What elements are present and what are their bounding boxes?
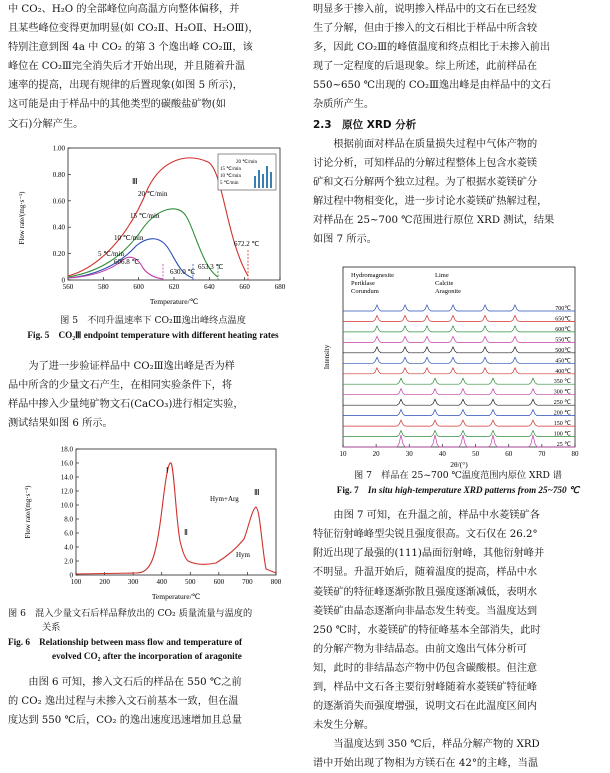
fig5-y-axis-label: Flow rate/(mg·s⁻¹) [18,191,26,245]
text-line: 附近出现了最强的(111)晶面衍射峰，其他衍射峰并 [313,548,545,560]
x-tick-label: 660 [239,282,250,291]
x-tick-label: 800 [270,578,282,587]
xrd-pattern-line [343,316,575,322]
x-tick-label: 20 [372,450,380,459]
legend-calcite: Calcite [435,280,454,288]
fig6-peak-label: Ⅱ [184,528,188,538]
fig6-x-axis-label: Temperature/℃ [151,592,201,602]
text-line: 讨论分析，可知样品的分解过程整体上包含水菱镁 [313,157,538,169]
text-line: 菱镁矿的特征峰逐渐弥散且强度逐渐减低，表明水 [313,586,538,598]
text-line: 当温度达到 350 ℃后，样品分解产物的 XRD [333,739,540,751]
xrd-temp-label: 700℃ [555,306,571,313]
legend-aragonite: Aragonite [435,288,461,296]
fig6-caption-en: evolved CO₂ after the incorporation of aragonite [52,651,242,662]
text-line: 解过程中物相变化，进一步讨论水菱镁矿热解过程， [313,195,548,207]
xrd-pattern-line [343,378,575,384]
xrd-pattern-line [343,431,575,437]
text-line: 250 ℃时，水菱镁矿的特征峰基本全部消失，此时 [313,624,541,636]
y-tick-label: 4.0 [64,543,73,552]
x-tick-label: 60 [505,450,513,459]
fig7-y-axis-label: Intensity [323,344,331,370]
text-line: 到，样品中文石各主要衍射峰随着水菱镁矿特征峰 [313,681,538,693]
xrd-pattern-line [343,420,575,426]
xrd-pattern-line [343,305,575,311]
x-tick-label: 30 [405,450,413,459]
xrd-temp-label: 400℃ [555,368,571,375]
text-line: 菱镁矿由晶态逐渐向非晶态发生转变。当温度达到 [313,605,538,617]
xrd-temp-label: 150 ℃ [553,421,571,428]
inset-label: 10 ℃/min [220,173,242,179]
fig7-x-axis-label: 2θ/(°) [450,460,468,470]
y-tick-label: 12.0 [60,487,73,496]
fig5-x-ticks [63,277,286,291]
fig5-endpoint-label: 653.3 ℃ [198,262,224,271]
text-line: 550~650 ℃出现的 CO₂Ⅲ逸出峰是由样品中的文石 [313,80,551,92]
text-line: 测试结果如图 6 所示。 [8,417,113,429]
right-para-2 [313,135,603,250]
text-line: 明显多于掺入前，说明掺入样品中的文石在已经发 [313,4,538,15]
y-tick-label: 14.0 [60,473,73,482]
x-tick-label: 10 [339,450,347,459]
text-line: 由图 6 可知，掺入文石后的样品在 550 ℃之前 [28,677,242,689]
fig6-caption-en: Fig. 6 Relationship between mass flow and temperature of [8,637,243,648]
x-tick-label: 580 [98,282,109,291]
fig5-caption-en: CO₂Ⅲ endpoint temperature with different heating rates [58,329,279,340]
left-para-1 [8,0,298,134]
right-column [313,0,603,773]
fig5-caption-cn: 图 5 不同升温速率下 CO₂Ⅲ逸出峰终点温度 [60,314,246,326]
xrd-temp-label: 25 ℃ [556,442,571,449]
text-line: 未发生分解。 [313,720,375,732]
y-tick-label: 0 [69,571,73,580]
text-line: 的逐渐消失而强度增强，说明文石在此温度区间内 [313,701,538,713]
text-line: 特征衍射峰峰型尖锐且强度很高。文石仅在 26.2° [313,529,538,541]
xrd-temp-label: 300 ℃ [553,389,571,396]
text-line: 杂质所产生。 [313,99,375,111]
xrd-pattern-line [343,326,575,332]
inset-label: 15 ℃/min [220,166,242,172]
y-tick-label: 16.0 [60,459,73,468]
xrd-temp-label: 650℃ [555,316,571,323]
x-tick-label: 560 [62,282,74,291]
figure-6-chart [8,445,298,603]
xrd-pattern-line [343,368,575,374]
x-tick-label: 40 [438,450,446,459]
text-line: 特别注意到图 4a 中 CO₂ 的第 3 个逸出峰 CO₂Ⅲ，该 [8,42,253,54]
text-line: 速率的提高，出现有规律的后置现象(如图 5 所示)， [8,80,243,92]
x-tick-label: 500 [185,578,196,587]
fig5-rate-label: 10 ℃/min [114,233,144,242]
xrd-temp-label: 550℃ [555,337,571,344]
fig7-caption-en: In situ high-temperature XRD patterns from 25~750 ℃ [367,485,580,496]
text-line: 知，此时的非结晶态产物中仍包含碳酸根。但注意 [313,662,538,674]
x-tick-label: 600 [213,578,225,587]
text-line: 的分解产物为非结晶态。由前文逸出气体分析可 [313,643,527,655]
xrd-temp-label: 100 ℃ [553,431,571,438]
text-line: 由图 7 可知，在升温之前，样品中水菱镁矿各 [333,510,540,522]
x-tick-label: 620 [168,282,180,291]
fig5-caption-label: Fig. 5 [27,329,50,340]
fig5-inset [218,154,276,190]
legend-hydromagnesite: Hydromagnesite [351,272,394,280]
xrd-temp-label: 200 ℃ [553,410,571,417]
left-para-2 [8,357,298,433]
figure-5-chart [8,142,298,312]
fig5-peak-label: Ⅲ [132,176,138,186]
text-line: 谱中开始出现了物相为方镁石在 42°的主峰，当温 [313,758,539,770]
x-tick-label: 400 [156,578,167,587]
right-para-3 [313,506,603,735]
x-tick-label: 680 [274,282,286,291]
xrd-pattern-line [343,399,575,405]
fig7-legend [351,272,461,295]
fig6-peak-label: Ⅲ [254,488,260,498]
xrd-temp-label: 600℃ [555,327,571,334]
text-line: 文石)分解产生。 [8,118,84,130]
text-line: 且某些峰位变得更加明显(如 CO₂Ⅱ、H₂OⅡ、H₂OⅢ)， [8,23,259,35]
text-line: 多，因此 CO₂Ⅲ的峰值温度和终点相比于未掺入前出 [313,42,551,54]
inset-label: 5 ℃/min [220,180,239,186]
inset-label: 20 ℃/min [236,159,258,165]
text-line: 样品中掺入少量纯矿物文石(CaCO₃)进行相定实验， [8,398,244,410]
fig5-endpoint-label: 672.2 ℃ [234,239,260,248]
y-tick-label: 2.0 [64,557,73,566]
text-line: 矿和文石分解两个独立过程。为了根据水菱镁矿分 [313,176,538,188]
y-tick-label: 18.0 [60,445,73,454]
fig6-y-axis-label: Flow rate/(mg·s⁻¹) [24,485,32,539]
right-para-4 [313,735,603,773]
text-line: 品中所含的少量文石产生，在相同实验条件下，将 [8,379,233,391]
y-tick-label: 0.20 [52,249,65,258]
fig5-endpoint-label: 630.0 ℃ [170,267,196,276]
xrd-pattern-line [343,410,575,416]
figure-7-chart [313,259,603,469]
text-line: 为了进一步验证样品中 CO₂Ⅲ逸出峰是否为样 [28,360,235,372]
fig5-endpoint-label: 606.8 ℃ [114,257,140,266]
fig5-rate-label: 20 ℃/min [138,189,168,198]
y-tick-label: 0.80 [52,170,65,179]
section-heading: 2.3 原位 XRD 分析 [313,118,417,131]
text-line: 的 CO₂ 逸出过程与未掺入文石前基本一致，但在温 [8,696,239,708]
text-line: 峰位在 CO₂Ⅲ完全消失后才开始出现，并且随着升温 [8,61,246,73]
xrd-pattern-line [343,357,575,363]
fig5-rate-label: 5 ℃/min [98,249,124,258]
fig7-patterns [343,305,575,447]
x-tick-label: 50 [472,450,480,459]
x-tick-label: 100 [70,578,82,587]
text-line: 如图 7 所示。 [313,234,377,246]
x-tick-label: 200 [99,578,110,587]
text-line: 对样品在 25~700 ℃范围进行原位 XRD 测试，结果 [313,214,555,226]
y-tick-label: 6.0 [64,529,73,538]
y-tick-label: 0 [61,276,65,285]
fig6-caption-cn: 图 6 混入少量文石后样品释放出的 CO₂ 质量流量与温度的 [8,608,253,620]
xrd-temp-label: 250 ℃ [553,400,571,407]
y-tick-label: 1.00 [52,144,65,153]
fig7-temperature-labels [554,306,572,448]
right-para-1 [313,0,603,115]
left-column [8,0,298,730]
legend-periklase: Periklase [351,280,375,288]
y-tick-label: 0.60 [52,196,65,205]
fig5-x-axis-label: Temperature/℃ [149,296,199,306]
fig7-caption [313,469,603,498]
x-tick-label: 700 [242,578,253,587]
text-line: 现了一定程度的后退现象。综上所述，此前样品在 [313,61,538,73]
x-tick-label: 70 [538,450,546,459]
xrd-temp-label: 450℃ [555,358,571,365]
xrd-pattern-line [343,337,575,343]
fig6-peak-label: Ⅰ [166,466,169,476]
text-line: 度达到 550 ℃后，CO₂ 的逸出速度迅速增加且总量 [8,715,242,727]
xrd-pattern-line [343,389,575,395]
xrd-temp-label: 350 ℃ [553,379,571,386]
text-line: 这可能是由于样品中的其他类型的碳酸盐矿物(如 [8,99,226,111]
legend-corundum: Corundum [351,288,379,296]
y-tick-label: 0.40 [52,223,65,232]
x-tick-label: 300 [127,578,139,587]
legend-lime: Lime [435,272,449,280]
x-tick-label: 640 [204,282,215,291]
fig6-peak-label: Hym [236,551,250,560]
text-line: 根据前面对样品在质量损失过程中气体产物的 [333,138,538,150]
xrd-temp-label: 500℃ [555,347,571,354]
text-line: 中 CO₂、H₂O 的全部峰位向高温方向整体偏移，并 [8,4,240,15]
y-tick-label: 8.0 [64,515,73,524]
y-tick-label: 10.0 [60,501,73,510]
fig6-caption [8,607,298,663]
fig5-rate-label: 15 ℃/min [130,211,160,220]
text-line: 不明显。升温开始后，随着温度的提高，样品中水 [313,567,538,579]
text-line: 生了分解，但由于掺入的文石相比于样品中所含较 [313,23,538,35]
xrd-pattern-line [343,347,575,353]
x-tick-label: 80 [571,450,579,459]
fig7-caption-cn: 图 7 样品在 25~700 ℃温度范围内原位 XRD 谱 [354,470,562,482]
x-tick-label: 600 [133,282,144,291]
fig6-peak-label: Hym+Arg [210,495,239,504]
fig6-caption-cn: 关系 [42,622,61,634]
fig7-caption-label: Fig. 7 [336,485,359,496]
fig5-caption [8,314,298,343]
